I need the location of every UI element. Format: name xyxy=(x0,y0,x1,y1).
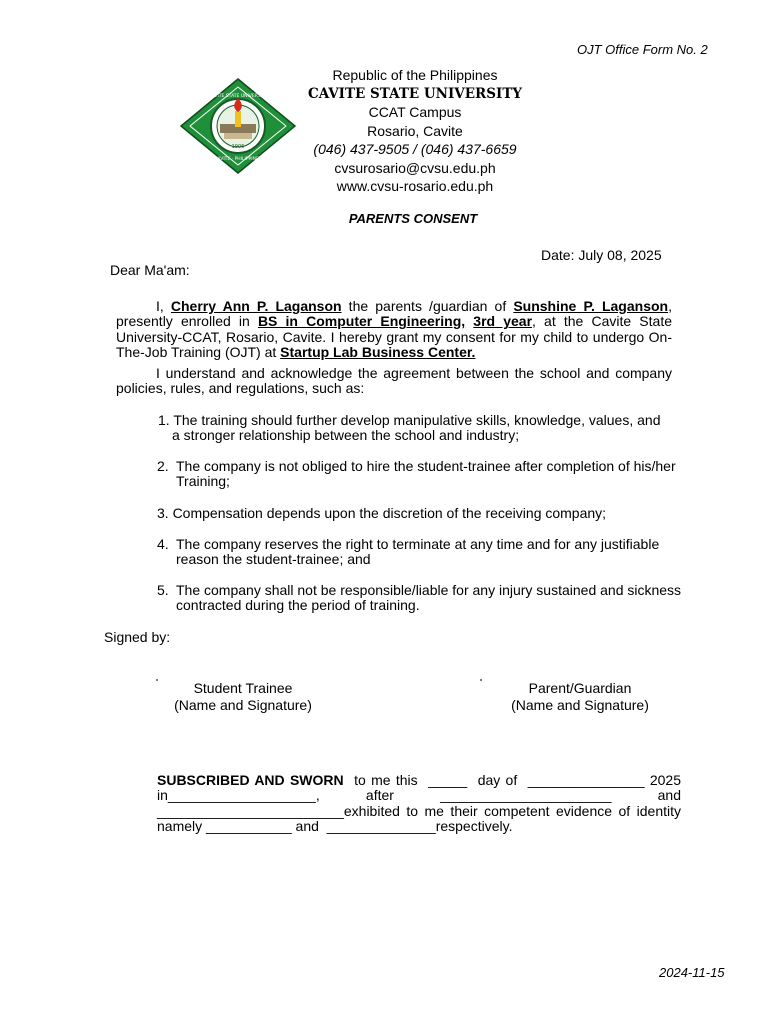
parent-signature-block xyxy=(496,680,664,713)
parent-note: (Name and Signature) xyxy=(511,696,649,713)
campus-name: CCAT Campus xyxy=(368,104,462,120)
form-number: OJT Office Form No. 2 xyxy=(577,42,708,57)
list-item: 2. The company is not obliged to hire the student-trainee after completion of his/her Training; xyxy=(157,458,676,490)
document-title: PARENTS CONSENT xyxy=(348,211,478,226)
university-name: CAVITE STATE UNIVERSITY xyxy=(307,85,523,102)
campus-location: Rosario, Cavite xyxy=(367,122,463,139)
website-address: www.cvsu-rosario.edu.ph xyxy=(336,178,494,194)
year-level: 3rd year xyxy=(473,313,533,330)
seal-text-top: CAVITE STATE UNIVERSITY xyxy=(208,94,268,99)
phone-numbers: (046) 437-9505 / (046) 437-6659 xyxy=(313,141,517,157)
letterhead xyxy=(270,66,560,196)
sworn-heading: SUBSCRIBED AND SWORN xyxy=(157,772,344,788)
document-date: Date: July 08, 2025 xyxy=(541,247,662,263)
student-name: Sunshine P. Laganson xyxy=(513,298,669,314)
list-item: 1. The training should further develop manipulative skills, knowledge, values, and a stronger relationship between the school and industry; xyxy=(158,412,661,444)
footer-date: 2024-11-15 xyxy=(659,965,725,980)
signature-mark xyxy=(480,679,482,681)
company-name: Startup Lab Business Center. xyxy=(280,344,476,361)
salutation: Dear Ma'am: xyxy=(110,262,190,278)
acknowledgement-paragraph: I understand and acknowledge the agreement between the school and company policies, rules, and regulations, such as: xyxy=(116,365,672,397)
signed-by-label: Signed by: xyxy=(104,629,171,645)
trainee-signature-block xyxy=(150,680,336,713)
list-item: 3. Compensation depends upon the discretion of the receiving company; xyxy=(157,505,607,521)
notary-jurat: SUBSCRIBED AND SWORN to me this _____ day of _______________ 2025 in___________________, after ______________________ and ________________________exhibited to me their competent evidence of identity namely ___________ and ______________respectively. xyxy=(157,772,689,835)
trainee-note: (Name and Signature) xyxy=(174,696,312,713)
seal-text-bottom: CAVITE · PHILIPPINES xyxy=(214,157,262,162)
country-line: Republic of the Philippines xyxy=(332,67,498,83)
program-name: BS in Computer Engineering, xyxy=(257,313,466,330)
list-item: 5. The company shall not be responsible/liable for any injury sustained and sickness contracted during the period of training. xyxy=(157,582,682,614)
consent-paragraph: I, Cherry Ann P. Laganson the parents /guardian of Sunshine P. Laganson, presently enrolled in BS in Computer Engineering, 3rd year, at the Cavite State University-CCAT, Rosario, Cavite. I hereby grant my consent for my child to undergo On-The-Job Training (OJT) at Startup Lab Business Center. xyxy=(116,298,672,361)
parent-name: Cherry Ann P. Laganson xyxy=(170,298,342,314)
parent-role: Parent/Guardian xyxy=(528,680,632,696)
email-address: cvsurosario@cvsu.edu.ph xyxy=(334,159,496,176)
seal-year: 1906 xyxy=(231,144,245,150)
list-item: 4. The company reserves the right to terminate at any time and for any justifiable reason the student-trainee; and xyxy=(157,536,660,568)
trainee-role: Student Trainee xyxy=(193,680,293,696)
